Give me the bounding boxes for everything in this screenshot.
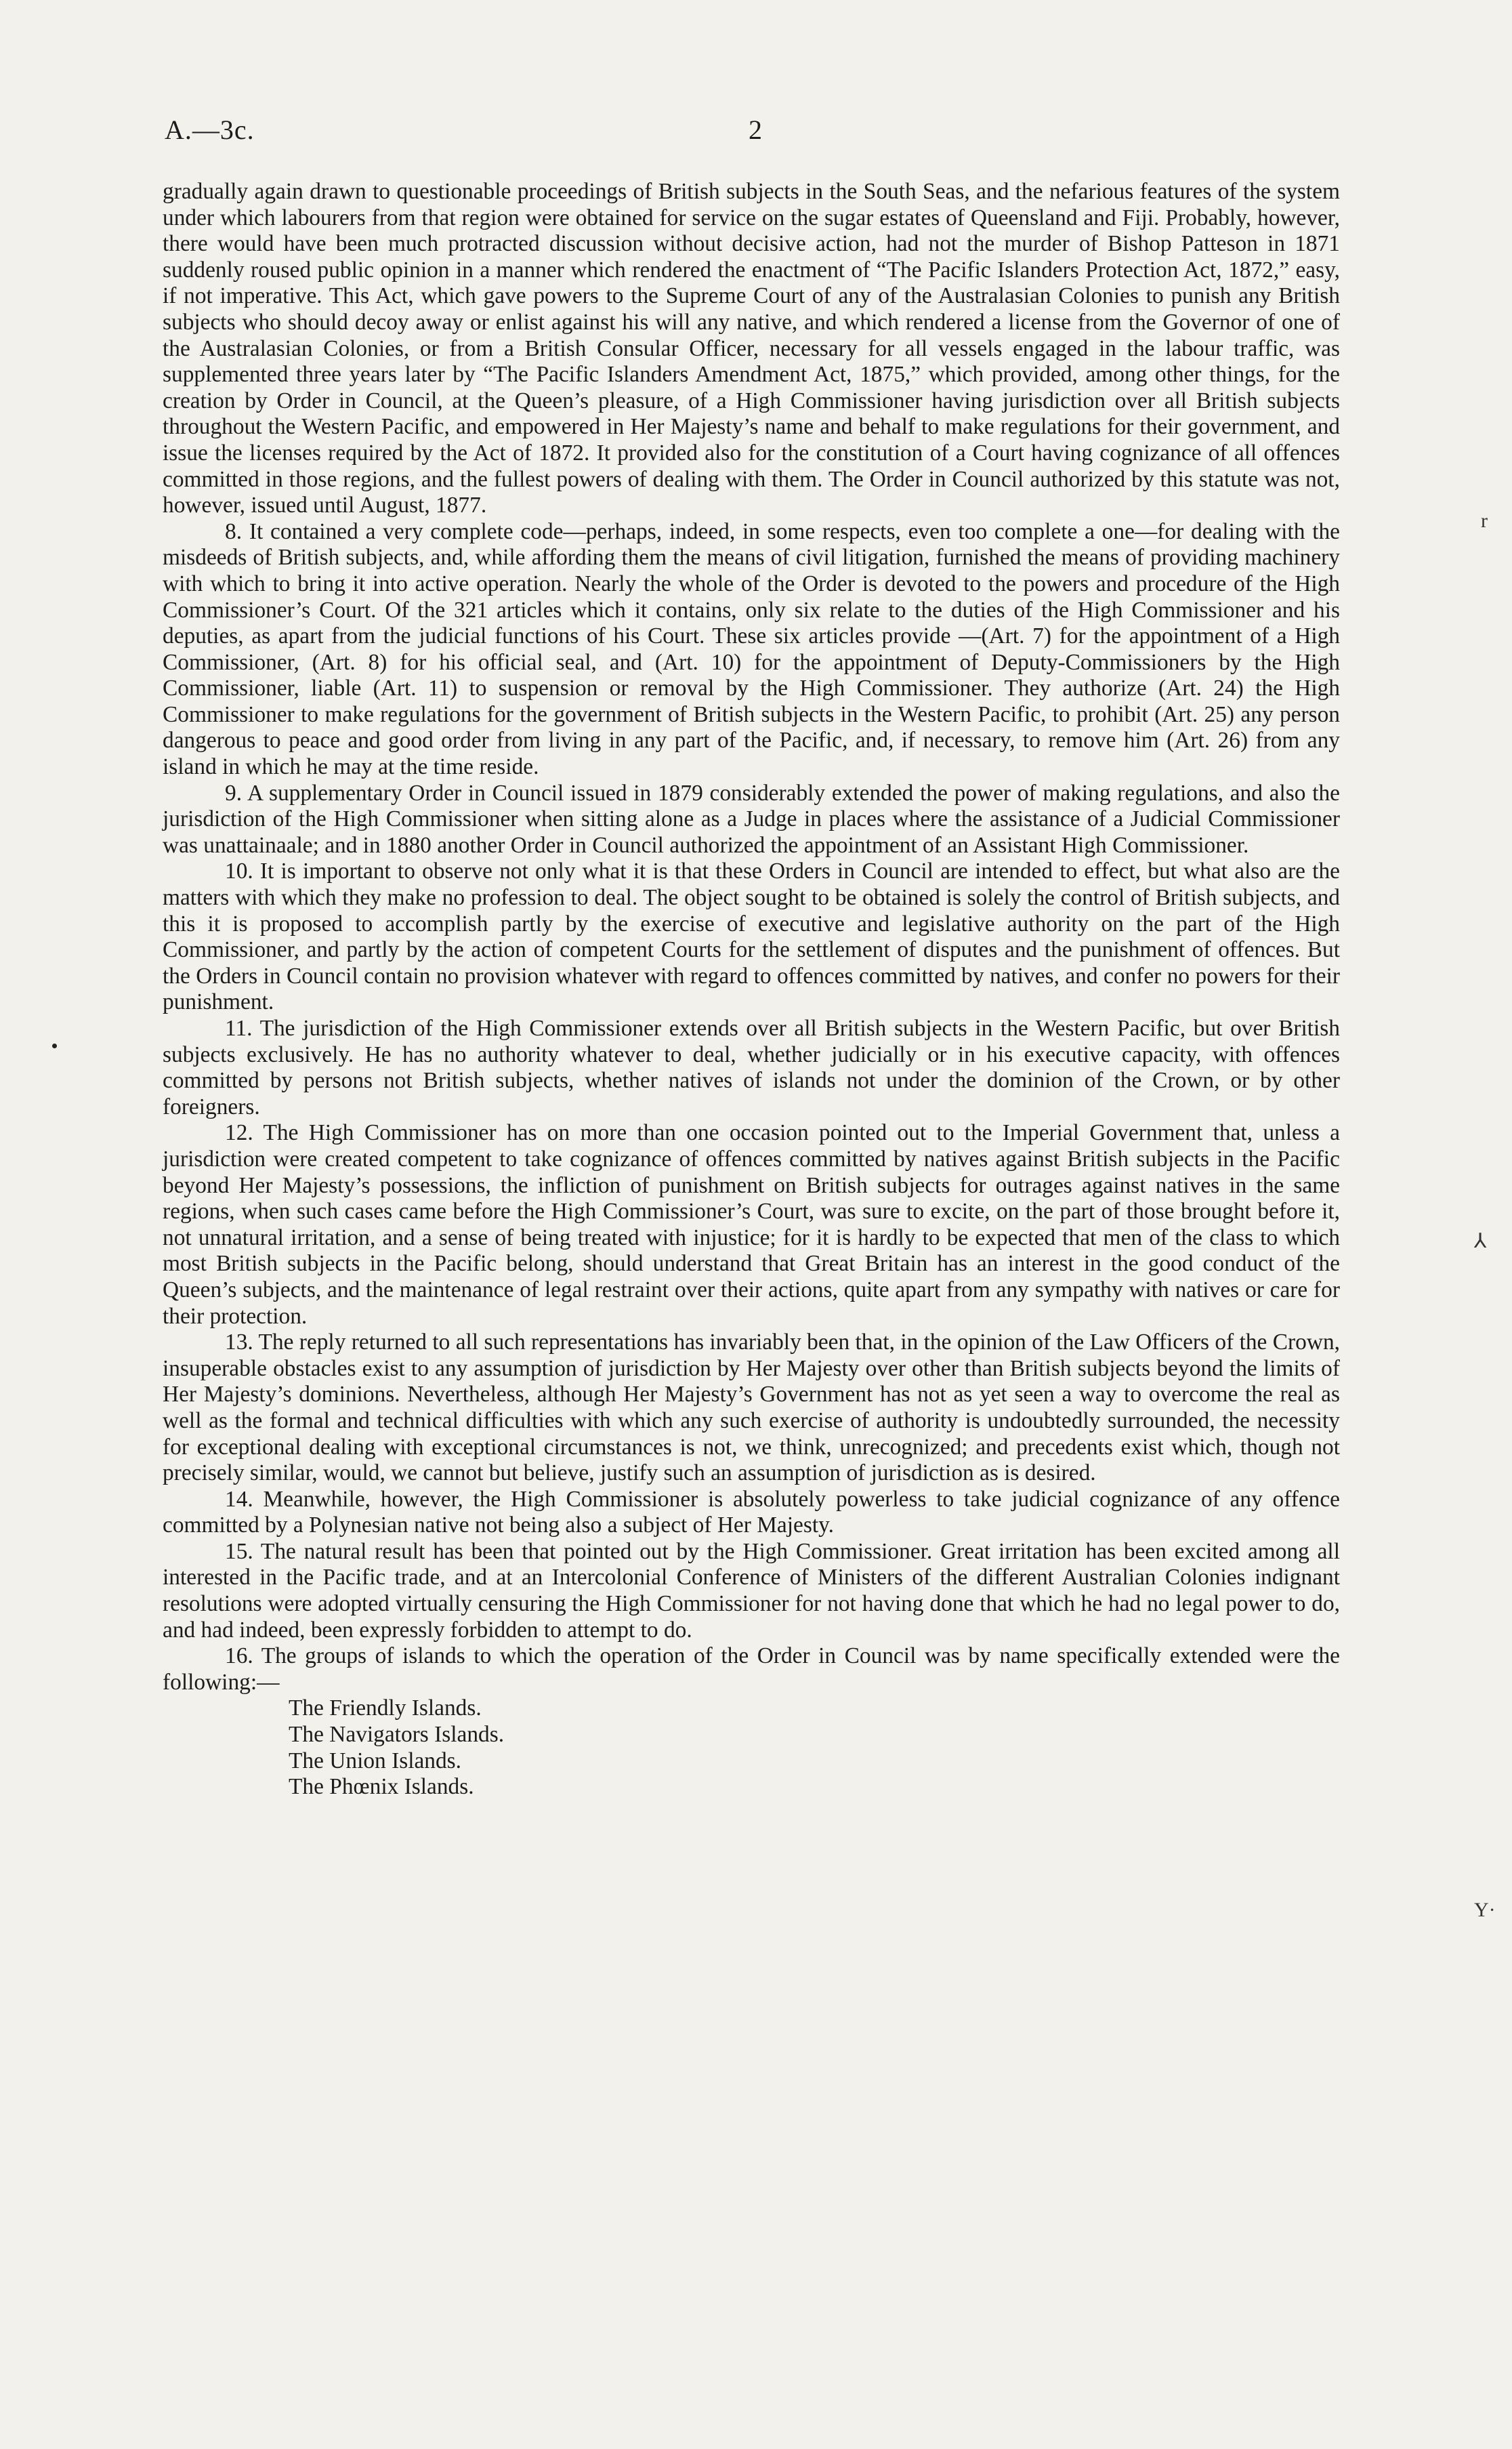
- page-number: 2: [749, 115, 762, 145]
- paragraph-16: 16. The groups of islands to which the operation of the Order in Council was by name specifically extended were the following:—: [163, 1643, 1340, 1695]
- margin-annotation: Y·: [1474, 1899, 1496, 1921]
- margin-dot: [52, 1044, 57, 1048]
- document-code: A.—3c.: [165, 115, 255, 145]
- island-group-item: The Navigators Islands.: [289, 1722, 505, 1748]
- island-group-item: The Friendly Islands.: [289, 1695, 482, 1721]
- margin-annotation: r: [1481, 510, 1488, 532]
- body-text: [163, 179, 1340, 1800]
- paragraph-8: 8. It contained a very complete code—perhaps, indeed, in some respects, even too complete a one—for dealing with the misdeeds of British subjects, and, while affording them the means of civil litigation, furnished the means of providing machinery with which to bring it into active operation. Nearly the whole of the Order is devoted to the powers and procedure of the High Commissioner’s Court. Of the 321 articles which it contains, only six relate to the duties of the High Commissioner and his deputies, as apart from the judicial functions of his Court. These six articles provide —(Art. 7) for the appointment of a High Commissioner, (Art. 8) for his official seal, and (Art. 10) for the appointment of Deputy-Commissioners by the High Commissioner, liable (Art. 11) to suspension or removal by the High Commissioner. They authorize (Art. 24) the High Commissioner to make regulations for the government of British subjects in the Western Pacific, to prohibit (Art. 25) any person dangerous to peace and good order from living in any part of the Pacific, and, if necessary, to remove him (Art. 26) from any island in which he may at the time reside.: [163, 518, 1340, 780]
- paragraph-13: 13. The reply returned to all such representations has invariably been that, in the opinion of the Law Officers of the Crown, insuperable obstacles exist to any assumption of jurisdiction by Her Majesty over other than British subjects beyond the limits of Her Majesty’s dominions. Nevertheless, although Her Majesty’s Government has not as yet seen a way to overcome the real as well as the formal and technical difficulties with which any such exercise of authority is undoubtedly surrounded, the necessity for exceptional dealing with exceptional circumstances is not, we think, unrecognized; and precedents exist which, though not precisely similar, would, we cannot but believe, justify such an assumption of jurisdiction as is desired.: [163, 1330, 1340, 1486]
- paragraph-10: 10. It is important to observe not only what it is that these Orders in Council are intended to effect, but what also are the matters with which they make no profession to deal. The object sought to be obtained is solely the control of British subjects, and this it is proposed to accomplish partly by the exercise of executive and legislative authority on the part of the High Commissioner, and partly by the action of competent Courts for the settlement of disputes and the punishment of offences. But the Orders in Council contain no provision whatever with regard to offences committed by natives, and confer no powers for their punishment.: [163, 859, 1340, 1015]
- paragraph-11: 11. The jurisdiction of the High Commissioner extends over all British subjects in the Western Pacific, but over British subjects exclusively. He has no authority whatever to deal, whether judicially or in his executive capacity, with offences committed by persons not British subjects, whether natives of islands not under the dominion of the Crown, or by other foreigners.: [163, 1016, 1340, 1119]
- island-group-item: The Phœnix Islands.: [289, 1774, 474, 1800]
- paragraph-14: 14. Meanwhile, however, the High Commissioner is absolutely powerless to take judicial cognizance of any offence committed by a Polynesian native not being also a subject of Her Majesty.: [163, 1486, 1340, 1538]
- paragraph-7-continued: gradually again drawn to questionable proceedings of British subjects in the South Seas, and the nefarious features of the system under which labourers from that region were obtained for service on the sugar estates of Queensland and Fiji. Probably, however, there would have been much protracted discussion without decisive action, had not the murder of Bishop Patteson in 1871 suddenly roused public opinion in a manner which rendered the enactment of “The Pacific Islanders Protection Act, 1872,” easy, if not imperative. This Act, which gave powers to the Supreme Court of any of the Australasian Colonies to punish any British subjects who should decoy away or enlist against his will any native, and which rendered a license from the Governor of one of the Australasian Colonies, or from a British Consular Officer, necessary for all vessels engaged in the labour traffic, was supplemented three years later by “The Pacific Islanders Amendment Act, 1875,” which provided, among other things, for the creation by Order in Council, at the Queen’s pleasure, of a High Commissioner having jurisdiction over all British subjects throughout the Western Pacific, and empowered in Her Majesty’s name and behalf to make regulations for their government, and issue the licenses required by the Act of 1872. It provided also for the constitution of a Court having cognizance of all offences committed in those regions, and the fullest powers of dealing with them. The Order in Council authorized by this statute was not, however, issued until August, 1877.: [163, 179, 1340, 518]
- island-group-list: [163, 1695, 1340, 1800]
- page-header: [165, 114, 1340, 155]
- paragraph-9: 9. A supplementary Order in Council issued in 1879 considerably extended the power of making regulations, and also the jurisdiction of the High Commissioner when sitting alone as a Judge in places where the assistance of a Judicial Commissioner was unattainaale; and in 1880 another Order in Council authorized the appointment of an Assistant High Commissioner.: [163, 780, 1340, 858]
- paragraph-15: 15. The natural result has been that pointed out by the High Commissioner. Great irritation has been excited among all interested in the Pacific trade, and at an Intercolonial Conference of Ministers of the different Australian Colonies indignant resolutions were adopted virtually censuring the High Commissioner for not having done that which he had no legal power to do, and had indeed, been expressly forbidden to attempt to do.: [163, 1538, 1340, 1643]
- paragraph-12: 12. The High Commissioner has on more than one occasion pointed out to the Imperial Government that, unless a jurisdiction were created competent to take cognizance of offences committed by natives against British subjects in the Pacific beyond Her Majesty’s possessions, the infliction of punishment on British subjects for outrages against natives in the same regions, when such cases came before the High Commissioner’s Court, was sure to excite, on the part of those brought before it, not unnatural irritation, and a sense of being treated with injustice; for it is hardly to be expected that men of the class to which most British subjects in the Pacific belong, should understand that Great Britain has an interest in the good conduct of the Queen’s subjects, and the maintenance of legal restraint over their actions, quite apart from any sympathy with natives or care for their protection.: [163, 1120, 1340, 1329]
- margin-annotation: ⅄: [1474, 1230, 1487, 1252]
- island-group-item: The Union Islands.: [289, 1748, 462, 1773]
